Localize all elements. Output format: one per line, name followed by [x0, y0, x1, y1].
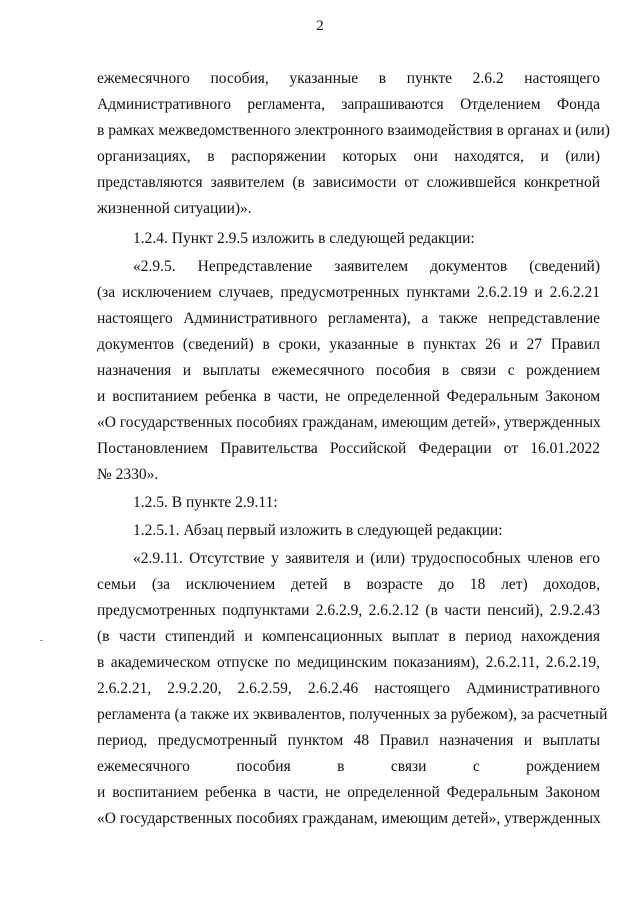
text-line: «О государственных пособиях гражданам, имеющим детей», утвержденных — [97, 810, 601, 827]
text-line: период, предусмотренный пунктом 48 Правил назначения и выплаты — [97, 732, 600, 749]
text-line: семьи (за исключением детей в возрасте до 18 лет) доходов, — [97, 576, 600, 593]
text-line: 1.2.5. В пункте 2.9.11: — [133, 494, 278, 511]
text-line: в академическом отпуске по медицинским показаниям), 2.6.2.11, 2.6.2.19, — [97, 654, 600, 671]
text-line: 1.2.4. Пункт 2.9.5 изложить в следующей редакции: — [133, 230, 475, 247]
text-line: Административного регламента, запрашиваются Отделением Фонда — [97, 96, 600, 113]
text-line: и воспитанием ребенка в части, не определенной Федеральным Законом — [97, 388, 600, 405]
text-line: жизненной ситуации)». — [97, 200, 252, 217]
page-number: 2 — [316, 18, 324, 34]
text-line: назначения и выплаты ежемесячного пособия в связи с рождением — [97, 362, 600, 379]
text-line: в рамках межведомственного электронного взаимодействия в органах и (или) — [97, 122, 610, 139]
text-line: предусмотренных подпунктами 2.6.2.9, 2.6.2.12 (в части пенсий), 2.9.2.43 — [97, 602, 600, 619]
text-line: настоящего Административного регламента), а также непредставление — [97, 310, 600, 327]
text-line: № 2330». — [97, 466, 159, 483]
text-line: регламента (а также их эквивалентов, полученных за рубежом), за расчетный — [97, 706, 608, 723]
text-line: ежемесячного пособия, указанные в пункте 2.6.2 настоящего — [97, 70, 600, 87]
text-line: «2.9.5. Непредставление заявителем документов (сведений) — [133, 258, 600, 275]
text-line: 1.2.5.1. Абзац первый изложить в следующей редакции: — [133, 522, 503, 539]
text-line: (за исключением случаев, предусмотренных пунктами 2.6.2.19 и 2.6.2.21 — [97, 284, 600, 301]
text-line: Постановлением Правительства Российской Федерации от 16.01.2022 — [97, 440, 600, 457]
text-line: организациях, в распоряжении которых они находятся, и (или) — [97, 148, 600, 165]
text-line: (в части стипендий и компенсационных выплат в период нахождения — [97, 628, 600, 645]
margin-mark — [40, 640, 43, 641]
text-line: ежемесячного пособия в связи с рождением — [97, 758, 600, 775]
text-line: 2.6.2.21, 2.9.2.20, 2.6.2.59, 2.6.2.46 настоящего Административного — [97, 680, 600, 697]
text-line: «О государственных пособиях гражданам, имеющим детей», утвержденных — [97, 414, 601, 431]
text-line: и воспитанием ребенка в части, не определенной Федеральным Законом — [97, 784, 600, 801]
text-line: «2.9.11. Отсутствие у заявителя и (или) трудоспособных членов его — [133, 550, 600, 567]
text-line: документов (сведений) в сроки, указанные в пунктах 26 и 27 Правил — [97, 336, 600, 353]
text-line: представляются заявителем (в зависимости от сложившейся конкретной — [97, 174, 600, 191]
